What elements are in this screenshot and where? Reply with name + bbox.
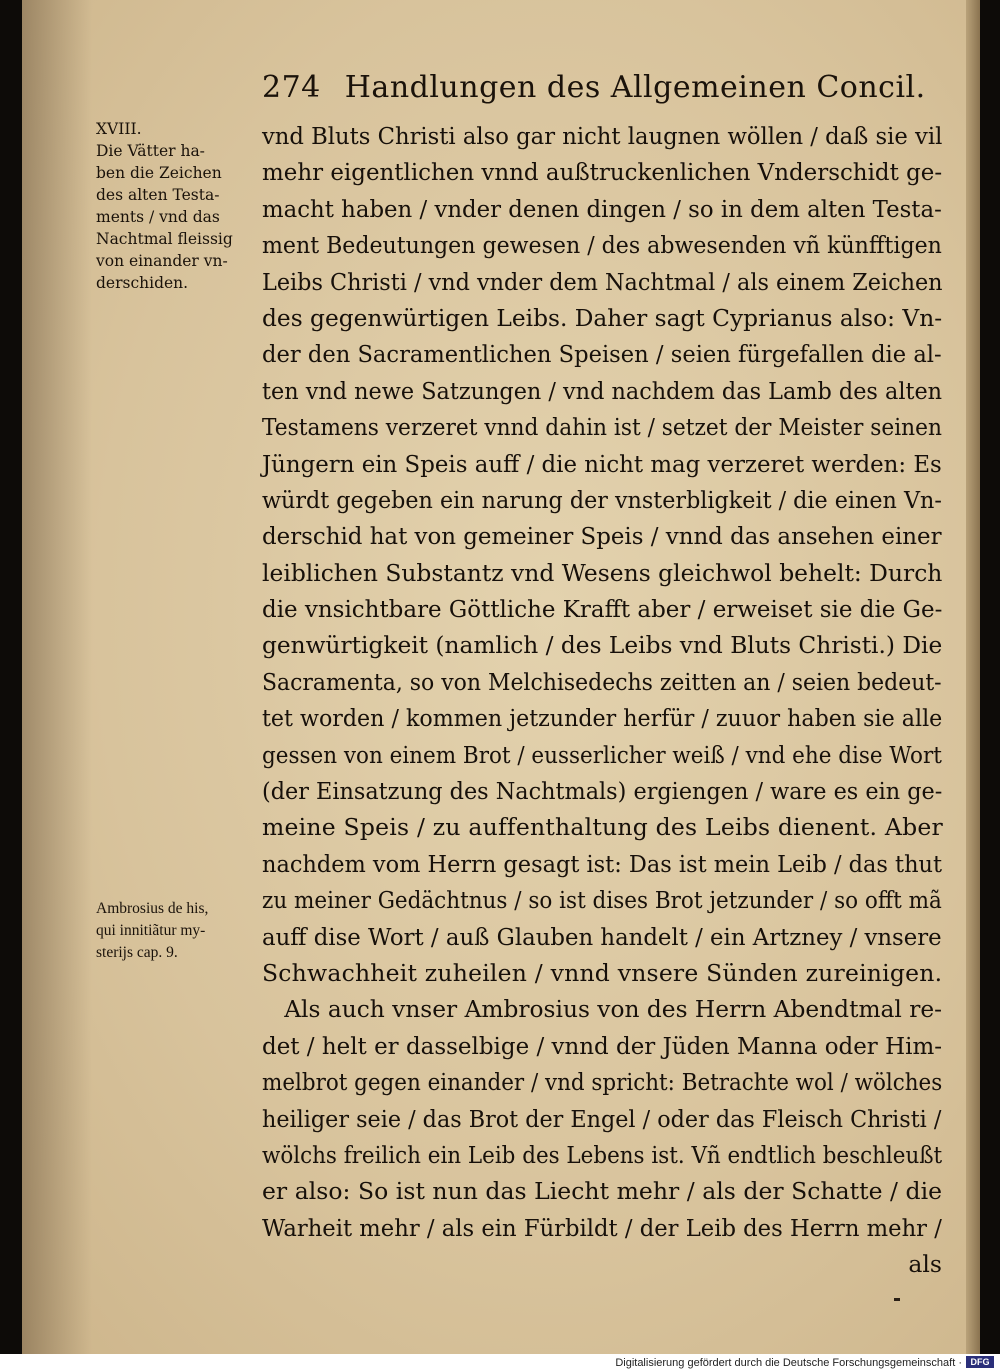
body-text: [262, 118, 942, 1283]
margin-note-2: [96, 898, 271, 964]
margin-note-line: sterijs cap. 9.: [96, 944, 178, 961]
text-line: Jüngern ein Speis auff / die nicht mag verzeret werden: Es: [262, 449, 942, 478]
text-line: genwürtigkeit (namlich / des Leibs vnd Bluts Christi.) Die: [262, 631, 943, 660]
text-line: ment Bedeutungen gewesen / des abwesenden vñ künfftigen: [262, 231, 942, 260]
page-edge: [966, 0, 980, 1355]
margin-note-line: Nachtmal fleissig: [96, 230, 233, 248]
text-line: Schwachheit zuheilen / vnnd vnsere Sünden zureinigen.: [262, 958, 943, 987]
margin-note-line: Ambrosius de his,: [96, 900, 209, 917]
digitization-credit: Digitalisierung gefördert durch die Deutsche Forschungsgemeinschaft ·: [615, 1357, 962, 1369]
text-line: des gegenwürtigen Leibs. Daher sagt Cyprianus also: Vn-: [262, 303, 943, 332]
running-header: [262, 70, 942, 105]
text-line: er also: So ist nun das Liecht mehr / als der Schatte / die: [262, 1177, 943, 1206]
text-line: Als auch vnser Ambrosius von des Herrn Abendtmal re-: [262, 995, 943, 1024]
margin-note-line: ments / vnd das: [96, 208, 220, 226]
margin-note-line: des alten Testa-: [96, 186, 220, 204]
footer-bar: [0, 1354, 1000, 1370]
text-line: Warheit mehr / als ein Fürbildt / der Leib des Herrn mehr /: [262, 1213, 942, 1242]
text-line: wölchs freilich ein Leib des Lebens ist. Vñ endtlich beschleußt: [262, 1140, 943, 1169]
text-line: Sacramenta, so von Melchisedechs zeitten an / seien bedeut-: [262, 667, 942, 696]
text-line: derschid hat von gemeiner Speis / vnnd das ansehen einer: [262, 522, 942, 551]
text-line: mehr eigentlichen vnnd außtruckenlichen Vnderschidt ge-: [262, 158, 943, 187]
margin-note-1: [96, 118, 266, 294]
catchword: als: [908, 1250, 942, 1279]
text-line: (der Einsatzung des Nachtmals) ergiengen / ware es ein ge-: [262, 777, 943, 806]
text-line: der den Sacramentlichen Speisen / seien fürgefallen die al-: [262, 340, 942, 369]
margin-note-line: Die Vätter ha-: [96, 142, 205, 160]
margin-note-line: ben die Zeichen: [96, 164, 222, 182]
text-line: leiblichen Substantz vnd Wesens gleichwol behelt: Durch: [262, 558, 943, 587]
text-line: würdt gegeben ein narung der vnsterbligkeit / die einen Vn-: [262, 485, 942, 514]
running-title: Handlungen des Allgemeinen Concil.: [344, 70, 926, 105]
text-line: macht haben / vnder denen dingen / so in dem alten Testa-: [262, 194, 942, 223]
text-line: die vnsichtbare Göttliche Krafft aber / erweiset sie die Ge-: [262, 595, 943, 624]
text-line: zu meiner Gedächtnus / so ist dises Brot jetzunder / so offt mã: [262, 886, 942, 915]
text-line: heiliger seie / das Brot der Engel / oder das Fleisch Christi /: [262, 1104, 942, 1133]
text-line: vnd Bluts Christi also gar nicht laugnen wöllen / daß sie vil: [262, 122, 943, 150]
text-line: Leibs Christi / vnd vnder dem Nachtmal / als einem Zeichen: [262, 267, 943, 296]
page-number: 274: [262, 70, 321, 105]
text-line: Testamens verzeret vnnd dahin ist / setzet der Meister seinen: [262, 413, 942, 442]
text-line: melbrot gegen einander / vnd spricht: Betrachte wol / wölches: [262, 1068, 943, 1097]
text-line: tet worden / kommen jetzunder herfür / zuuor haben sie alle: [262, 704, 943, 733]
margin-note-line: qui innitiãtur my-: [96, 922, 206, 939]
gutter-shadow: [22, 0, 92, 1355]
ink-speck: [894, 1298, 900, 1301]
margin-note-line: von einander vn-: [96, 252, 228, 270]
text-line: meine Speis / zu auffenthaltung des Leibs dienent. Aber: [262, 813, 943, 842]
margin-note-line: XVIII.: [96, 120, 142, 138]
dfg-logo-icon: DFG: [966, 1356, 994, 1368]
text-line: ten vnd newe Satzungen / vnd nachdem das Lamb des alten: [262, 376, 943, 405]
text-line: det / helt er dasselbige / vnnd der Jüden Manna oder Him-: [262, 1031, 942, 1060]
text-line: gessen von einem Brot / eusserlicher weiß / vnd ehe dise Wort: [262, 740, 942, 769]
text-line: auff dise Wort / auß Glauben handelt / ein Artzney / vnsere: [262, 922, 942, 951]
text-line: nachdem vom Herrn gesagt ist: Das ist mein Leib / das thut: [262, 849, 943, 878]
margin-note-line: derschiden.: [96, 274, 189, 292]
